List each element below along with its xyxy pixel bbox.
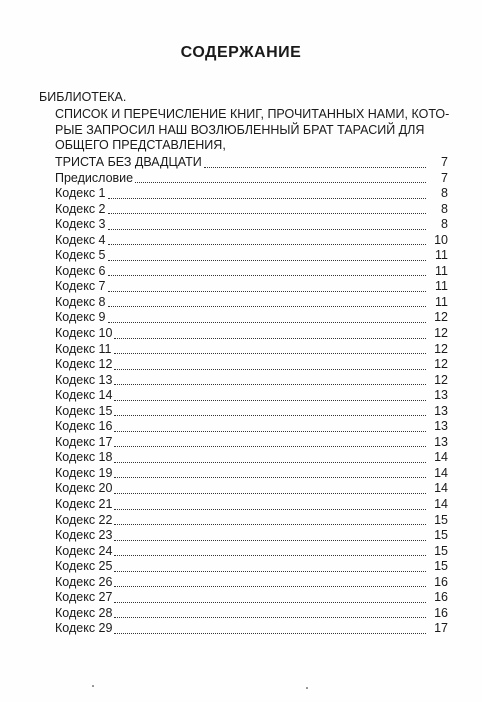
toc-entry [55, 326, 448, 342]
dot-leader [108, 213, 427, 214]
toc-entry-label: Кодекс 21 [55, 497, 113, 512]
dot-leader [108, 306, 427, 307]
toc-entry-label: Кодекс 29 [55, 621, 113, 636]
toc-entry [55, 202, 448, 218]
toc-entry-label: Кодекс 26 [55, 574, 113, 589]
toc-entry-page: 13 [434, 419, 448, 434]
toc-entry-label: Кодекс 15 [55, 403, 113, 418]
toc-entry-page: 12 [434, 357, 448, 372]
toc-entry-label: Кодекс 10 [55, 326, 113, 341]
toc-entry-page: 11 [435, 248, 448, 263]
toc-entry [55, 404, 448, 420]
toc-entry-page: 11 [435, 263, 448, 278]
toc-entry [55, 310, 448, 326]
toc-entry [55, 435, 448, 451]
toc-entry [55, 606, 448, 622]
dot-leader [114, 431, 426, 432]
toc-entry-page: 8 [441, 186, 448, 201]
toc-entry-label: Кодекс 16 [55, 419, 113, 434]
toc-entry-page: 13 [434, 434, 448, 449]
toc-entry-label: Кодекс 19 [55, 465, 113, 480]
toc-entry-page: 12 [434, 310, 448, 325]
dot-leader [114, 369, 426, 370]
dot-leader [114, 477, 426, 478]
toc-entry [55, 342, 448, 358]
toc-entry [55, 513, 448, 529]
toc-entry [55, 248, 448, 264]
toc-entry-page: 15 [434, 559, 448, 574]
toc-entry-label: Кодекс 24 [55, 543, 113, 558]
toc-entry [55, 528, 448, 544]
dot-leader [108, 322, 427, 323]
toc-entry-label: Кодекс 27 [55, 590, 113, 605]
toc-entry-label: Кодекс 6 [55, 263, 106, 278]
toc-entry-label: Кодекс 14 [55, 388, 113, 403]
toc-entry [55, 575, 448, 591]
toc-entry [55, 419, 448, 435]
toc-entry-label: Кодекс 4 [55, 232, 106, 247]
toc-entry-label: Кодекс 5 [55, 248, 106, 263]
toc-entry-label: Кодекс 17 [55, 434, 113, 449]
toc-entry-label: Кодекс 9 [55, 310, 106, 325]
scan-speck [306, 687, 308, 689]
toc-entry-label: Кодекс 7 [55, 279, 106, 294]
toc-entry [55, 621, 448, 637]
dot-leader [114, 384, 426, 385]
toc-entry-page: 15 [434, 512, 448, 527]
toc-entry [55, 186, 448, 202]
dot-leader [108, 275, 427, 276]
dot-leader [135, 182, 426, 183]
toc-entry-label: Кодекс 25 [55, 559, 113, 574]
toc-entry-page: 14 [434, 497, 448, 512]
dot-leader [108, 291, 427, 292]
toc-list [55, 155, 448, 637]
toc-entry [55, 559, 448, 575]
toc-entry-page: 14 [434, 481, 448, 496]
dot-leader [114, 602, 426, 603]
dot-leader [114, 540, 426, 541]
dot-leader [108, 260, 427, 261]
toc-entry-label: Кодекс 11 [55, 341, 112, 356]
toc-entry [55, 481, 448, 497]
toc-entry-page: 12 [434, 372, 448, 387]
toc-entry [55, 450, 448, 466]
toc-entry-page: 16 [434, 605, 448, 620]
toc-entry [55, 497, 448, 513]
toc-entry-label: Кодекс 13 [55, 372, 113, 387]
toc-entry-page: 15 [434, 528, 448, 543]
toc-entry-page: 13 [434, 388, 448, 403]
toc-entry [55, 155, 448, 171]
toc-entry-page: 10 [434, 232, 448, 247]
toc-entry-label: Кодекс 1 [55, 186, 106, 201]
toc-entry-page: 15 [434, 543, 448, 558]
toc-entry-page: 13 [434, 403, 448, 418]
section-label: БИБЛИОТЕКА. [39, 90, 127, 104]
dot-leader [114, 493, 426, 494]
dot-leader [114, 571, 426, 572]
toc-entry-page: 7 [441, 170, 448, 185]
toc-entry-label: Кодекс 23 [55, 528, 113, 543]
dot-leader [114, 415, 426, 416]
toc-entry [55, 217, 448, 233]
toc-entry [55, 295, 448, 311]
toc-entry-page: 11 [435, 294, 448, 309]
toc-entry-page: 12 [434, 341, 448, 356]
toc-entry-label: Кодекс 28 [55, 605, 113, 620]
dot-leader [114, 555, 426, 556]
toc-entry-page: 8 [441, 217, 448, 232]
toc-entry [55, 373, 448, 389]
toc-entry [55, 590, 448, 606]
toc-entry-label: Кодекс 2 [55, 201, 106, 216]
dot-leader [114, 633, 426, 634]
toc-entry-page: 7 [441, 155, 448, 169]
toc-entry-label: Кодекс 8 [55, 294, 106, 309]
dot-leader [108, 244, 427, 245]
toc-entry [55, 264, 448, 280]
toc-entry-page: 12 [434, 326, 448, 341]
scan-speck [92, 685, 94, 687]
dot-leader [108, 198, 427, 199]
toc-entry [55, 357, 448, 373]
toc-entry [55, 388, 448, 404]
toc-entry-page: 16 [434, 590, 448, 605]
toc-entry-page: 14 [434, 465, 448, 480]
toc-entry-label: Предисловие [55, 170, 134, 185]
toc-entry-page: 11 [435, 279, 448, 294]
toc-entry-label: Кодекс 3 [55, 217, 106, 232]
page-title: СОДЕРЖАНИЕ [180, 44, 302, 61]
toc-entry [55, 466, 448, 482]
toc-entry [55, 279, 448, 295]
dot-leader [114, 462, 426, 463]
toc-entry-label: ТРИСТА БЕЗ ДВАДЦАТИ [55, 155, 202, 169]
toc-entry-page: 17 [434, 621, 448, 636]
dot-leader [114, 617, 426, 618]
toc-entry-label: Кодекс 20 [55, 481, 113, 496]
toc-entry-page: 14 [434, 450, 448, 465]
toc-entry [55, 544, 448, 560]
dot-leader [114, 586, 426, 587]
dot-leader [108, 229, 427, 230]
dot-leader [114, 509, 426, 510]
dot-leader [114, 524, 426, 525]
dot-leader [114, 353, 426, 354]
toc-entry-page: 8 [441, 201, 448, 216]
toc-entry [55, 233, 448, 249]
toc-entry-page: 16 [434, 574, 448, 589]
dot-leader [114, 338, 426, 339]
dot-leader [114, 446, 426, 447]
section-description: СПИСОК И ПЕРЕЧИСЛЕНИЕ КНИГ, ПРОЧИТАННЫХ НАМИ, КОТОРЫЕ ЗАПРОСИЛ НАШ ВОЗЛЮБЛЕННЫЙ БРАТ ТАРАСИЙ ДЛЯ ОБЩЕГО ПРЕДСТАВЛЕНИЯ, [55, 107, 450, 152]
toc-entry-label: Кодекс 12 [55, 357, 113, 372]
dot-leader [114, 400, 426, 401]
toc-entry-label: Кодекс 18 [55, 450, 113, 465]
toc-entry [55, 171, 448, 187]
toc-entry-label: Кодекс 22 [55, 512, 113, 527]
dot-leader [204, 167, 426, 168]
